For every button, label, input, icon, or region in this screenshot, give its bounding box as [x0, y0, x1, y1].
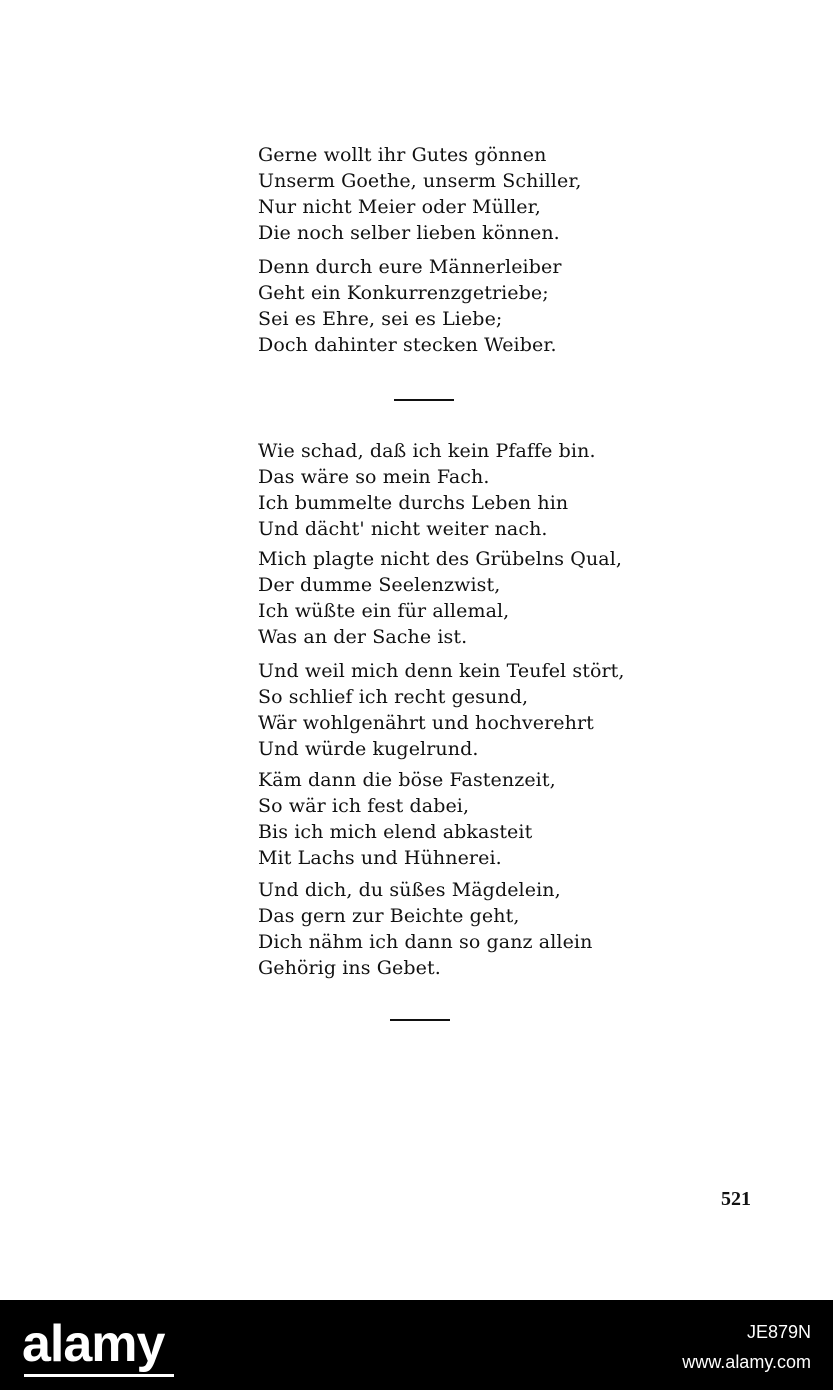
verse-line: Mit Lachs und Hühnerei. — [258, 847, 502, 869]
alamy-logo: alamy — [22, 1315, 165, 1373]
verse-line: Bis ich mich elend abkasteit — [258, 821, 533, 843]
verse-line: Ich wüßte ein für allemal, — [258, 600, 510, 622]
verse-line: Und würde kugelrund. — [258, 738, 479, 760]
verse-line: So wär ich fest dabei, — [258, 795, 470, 817]
verse-line: Ich bummelte durchs Leben hin — [258, 492, 569, 514]
verse-line: Wie schad, daß ich kein Pfaffe bin. — [258, 440, 596, 462]
poem2-stanza1 — [258, 438, 678, 542]
verse-line: Käm dann die böse Fastenzeit, — [258, 769, 556, 791]
verse-line: Denn durch eure Männerleiber — [258, 256, 562, 278]
logo-underline — [24, 1374, 174, 1377]
verse-line: Was an der Sache ist. — [258, 626, 468, 648]
verse-line: Nur nicht Meier oder Müller, — [258, 196, 541, 218]
poem1-stanza2 — [258, 254, 678, 358]
verse-line: Der dumme Seelenzwist, — [258, 574, 501, 596]
verse-line: Das gern zur Beichte geht, — [258, 905, 520, 927]
footer-url: www.alamy.com — [682, 1352, 811, 1372]
verse-line: Doch dahinter stecken Weiber. — [258, 334, 557, 356]
page-number: 521 — [721, 1188, 751, 1210]
verse-line: Die noch selber lieben können. — [258, 222, 560, 244]
verse-line: Das wäre so mein Fach. — [258, 466, 490, 488]
poem2-stanza5 — [258, 877, 678, 981]
verse-line: Und dich, du süßes Mägdelein, — [258, 879, 561, 901]
poem2-stanza3 — [258, 658, 678, 762]
verse-line: Wär wohlgenährt und hochverehrt — [258, 712, 594, 734]
poem1-stanza1 — [258, 142, 678, 246]
verse-line: Gerne wollt ihr Gutes gönnen — [258, 144, 547, 166]
verse-line: Mich plagte nicht des Grübelns Qual, — [258, 548, 623, 570]
watermark-footer — [0, 1300, 833, 1390]
section-divider — [394, 399, 454, 401]
poem2-stanza4 — [258, 767, 678, 871]
verse-line: Geht ein Konkurrenzgetriebe; — [258, 282, 549, 304]
section-divider — [390, 1019, 450, 1021]
verse-line: Sei es Ehre, sei es Liebe; — [258, 308, 503, 330]
verse-line: So schlief ich recht gesund, — [258, 686, 529, 708]
poem2-stanza2 — [258, 546, 678, 650]
verse-line: Dich nähm ich dann so ganz allein — [258, 931, 593, 953]
image-id: JE879N — [746, 1322, 811, 1342]
verse-line: Unserm Goethe, unserm Schiller, — [258, 170, 582, 192]
verse-line: Und dächt' nicht weiter nach. — [258, 518, 548, 540]
verse-line: Und weil mich denn kein Teufel stört, — [258, 660, 625, 682]
verse-line: Gehörig ins Gebet. — [258, 957, 441, 979]
